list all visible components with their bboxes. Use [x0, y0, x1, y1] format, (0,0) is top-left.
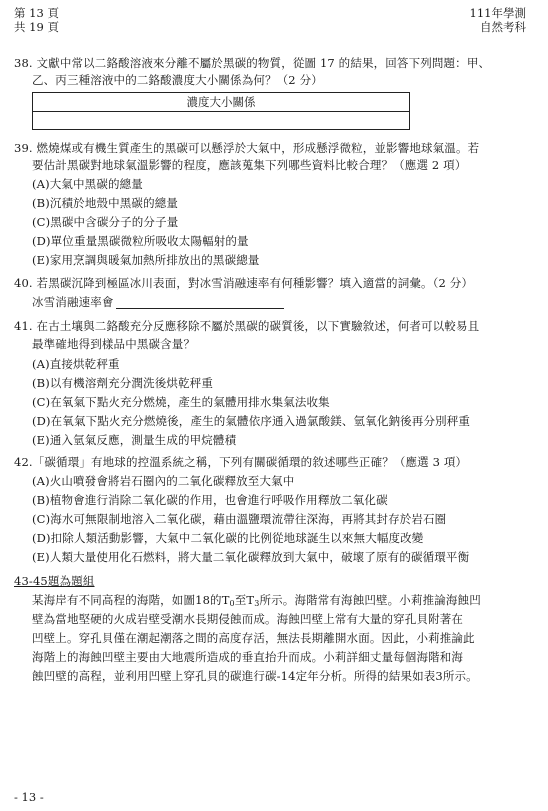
- q40-answer-label: 冰雪消融速率會: [32, 295, 114, 309]
- q40-answer-row: [32, 295, 284, 309]
- q38-line1: 38. 文獻中常以二鉻酸溶液來分離不屬於黑碳的物質，從圖 17 的結果，回答下列問題：甲、: [14, 56, 491, 70]
- group-para-line5: 蝕凹壁的高程，並利用凹壁上穿孔貝的碳進行碳-14定年分析。所得的結果如表3所示。: [32, 669, 478, 683]
- group-para-line3: 凹壁上。穿孔貝僅在潮起潮落之間的高度存活，無法長期離開水面。因此，小莉推論此: [32, 631, 475, 645]
- q42-option-b[interactable]: (B)植物會進行消除二氧化碳的作用，也會進行呼吸作用釋放二氧化碳: [32, 493, 388, 507]
- q42-option-c[interactable]: (C)海水可無限制地溶入二氧化碳，藉由溫鹽環流帶往深海，再將其封存於岩石圈: [32, 512, 447, 526]
- q40-line1: 40. 若黑碳沉降到極區冰川表面，對冰雪消融速率有何種影響？填入適當的詞彙。（2 分）: [14, 276, 474, 290]
- group-para-line2: 壁為當地堅硬的火成岩壁受潮水長期侵蝕而成。海蝕凹壁上常有大量的穿孔貝附著在: [32, 612, 464, 626]
- q41-option-b[interactable]: (B)以有機溶劑充分潤洗後烘乾秤重: [32, 376, 213, 390]
- q41-line1: 41. 在古土壤與二鉻酸充分反應移除不屬於黑碳的碳質後，以下實驗敘述，何者可以較易且: [14, 319, 480, 333]
- group-para-line4: 海階上的海蝕凹壁主要由大地震所造成的垂直抬升而成。小莉詳細丈量每個海階和海: [32, 650, 464, 664]
- q41-option-e[interactable]: (E)通入氫氣反應，測量生成的甲烷體積: [32, 433, 237, 447]
- q42-option-d[interactable]: (D)扣除人類活動影響，大氣中二氧化碳的比例從地球誕生以來無大幅度改變: [32, 531, 424, 545]
- exam-title: 111年學測: [469, 6, 526, 20]
- page-number-label: 第 13 頁: [14, 6, 59, 20]
- q40-answer-blank[interactable]: [116, 297, 284, 309]
- q39-option-d[interactable]: (D)單位重量黑碳微粒所吸收太陽輻射的量: [32, 234, 249, 248]
- footer-page-number: - 13 -: [14, 790, 44, 804]
- q41-option-c[interactable]: (C)在氧氣下點火充分燃燒，產生的氣體用排水集氣法收集: [32, 395, 330, 409]
- subject-label: 自然考科: [480, 20, 526, 34]
- group-para-line1: 某海岸有不同高程的海階，如圖18的$T_0$至$T_3$所示。海階常有海蝕凹壁。小莉推論海蝕凹: [32, 593, 481, 608]
- total-pages-label: 共 19 頁: [14, 20, 59, 34]
- q41-option-d[interactable]: (D)在氧氣下點火充分燃燒後，產生的氣體依序通入過氯酸鎂、氫氧化鈉後再分別秤重: [32, 414, 471, 428]
- q42-option-a[interactable]: (A)火山噴發會將岩石圈內的二氧化碳釋放至大氣中: [32, 474, 295, 488]
- q42-option-e[interactable]: (E)人類大量使用化石燃料，將大量二氧化碳釋放到大氣中，破壞了原有的碳循環平衡: [32, 550, 470, 564]
- q41-line2: 最準確地得到樣品中黑碳含量？: [32, 337, 196, 351]
- q39-option-a[interactable]: (A)大氣中黑碳的總量: [32, 177, 143, 191]
- q42-line1: 42.「碳循環」有地球的控溫系統之稱，下列有關碳循環的敘述哪些正確？（應選 3 項）: [14, 455, 468, 469]
- q39-line1: 39. 燃燒煤或有機生質產生的黑碳可以懸浮於大氣中，形成懸浮微粒，並影響地球氣溫。若: [14, 141, 480, 155]
- q39-option-b[interactable]: (B)沉積於地殼中黑碳的總量: [32, 196, 179, 210]
- group-title: 43-45題為題組: [14, 574, 95, 588]
- q39-option-c[interactable]: (C)黑碳中含碳分子的分子量: [32, 215, 179, 229]
- q39-line2: 要估計黑碳對地球氣溫影響的程度，應該蒐集下列哪些資料比較合理？（應選 2 項）: [32, 158, 467, 172]
- q38-line2: 乙、丙三種溶液中的二鉻酸濃度大小關係為何？（2 分）: [32, 73, 323, 87]
- q41-option-a[interactable]: (A)直接烘乾秤重: [32, 357, 120, 371]
- q38-box-header: 濃度大小關係: [33, 93, 409, 112]
- q38-answer-box[interactable]: [32, 92, 410, 130]
- q39-option-e[interactable]: (E)家用烹調與暖氣加熱所排放出的黑碳總量: [32, 253, 260, 267]
